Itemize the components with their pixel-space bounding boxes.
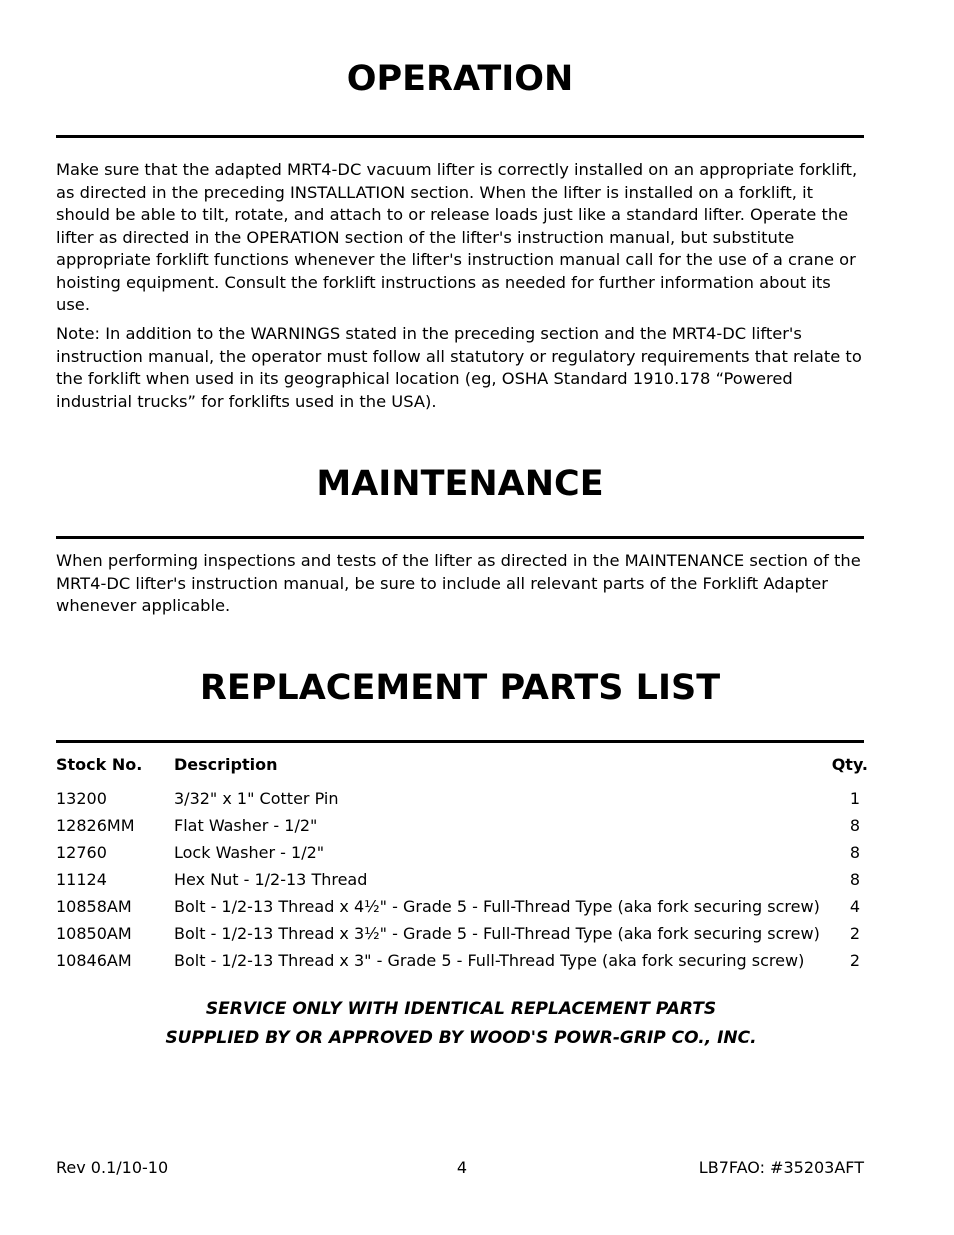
quantity-cell: 2 — [849, 951, 861, 970]
service-notice-line-2: SUPPLIED BY OR APPROVED BY WOOD'S POWR-GRIP CO., INC. — [165, 1028, 757, 1048]
parts-table-header — [56, 751, 876, 785]
table-row — [56, 947, 876, 974]
stock-number-cell: 11124 — [56, 870, 107, 889]
quantity-cell: 8 — [849, 816, 861, 835]
table-row — [56, 839, 876, 866]
description-cell: Lock Washer - 1/2" — [174, 843, 325, 862]
stock-number-cell: 13200 — [56, 789, 107, 808]
description-cell: Bolt - 1/2-13 Thread x 4½" - Grade 5 - Full-Thread Type (aka fork securing screw) — [174, 897, 820, 916]
operation-note: Note: In addition to the WARNINGS stated in the preceding section and the MRT4-DC lifter's instruction manual, the operator must follow all statutory or regulatory requirements that relate to the forklift when used in its geographical location (eg, OSHA Standard 1910.178 “Powered industrial trucks” for forklifts used in the USA). — [56, 324, 862, 411]
description-cell: Bolt - 1/2-13 Thread x 3" - Grade 5 - Full-Thread Type (aka fork securing screw) — [174, 951, 805, 970]
parts-list-divider — [56, 740, 864, 743]
operation-heading: OPERATION — [346, 59, 574, 99]
service-notice-line-1: SERVICE ONLY WITH IDENTICAL REPLACEMENT PARTS — [205, 999, 717, 1019]
description-cell: Hex Nut - 1/2-13 Thread — [174, 870, 368, 889]
stock-number-cell: 10846AM — [56, 951, 132, 970]
quantity-cell: 4 — [849, 897, 861, 916]
table-row — [56, 866, 876, 893]
description-cell: Flat Washer - 1/2" — [174, 816, 318, 835]
maintenance-divider — [56, 536, 864, 539]
table-row — [56, 812, 876, 839]
parts-table — [56, 751, 876, 974]
footer-document-id: LB7FAO: #35203AFT — [698, 1158, 864, 1177]
stock-number-cell: 12760 — [56, 843, 107, 862]
stock-number-column-header: Stock No. — [56, 755, 143, 774]
footer-page-number: 4 — [456, 1158, 468, 1177]
description-cell: Bolt - 1/2-13 Thread x 3½" - Grade 5 - Full-Thread Type (aka fork securing screw) — [174, 924, 820, 943]
maintenance-paragraph: When performing inspections and tests of the lifter as directed in the MAINTENANCE section of the MRT4-DC lifter's instruction manual, be sure to include all relevant parts of the Forklift Adapter whenever applicable. — [56, 551, 861, 615]
maintenance-heading: MAINTENANCE — [316, 464, 604, 504]
quantity-cell: 1 — [849, 789, 861, 808]
operation-divider — [56, 135, 864, 138]
quantity-column-header: Qty. — [831, 755, 868, 774]
operation-paragraph: Make sure that the adapted MRT4-DC vacuum lifter is correctly installed on an appropriate forklift, as directed in the preceding INSTALLATION section. When the lifter is installed on a forklift, it should be able to tilt, rotate, and attach to or release loads just like a standard lifter. Operate the lifter as directed in the OPERATION section of the lifter's instruction manual, but substitute appropriate forklift functions whenever the lifter's instruction manual call for the use of a crane or hoisting equipment. Consult the forklift instructions as needed for further information about its use. — [56, 160, 858, 314]
table-row — [56, 785, 876, 812]
quantity-cell: 8 — [849, 843, 861, 862]
parts-list-heading: REPLACEMENT PARTS LIST — [199, 668, 721, 708]
description-column-header: Description — [174, 755, 278, 774]
quantity-cell: 8 — [849, 870, 861, 889]
stock-number-cell: 12826MM — [56, 816, 135, 835]
footer-revision: Rev 0.1/10-10 — [56, 1158, 169, 1177]
table-row — [56, 920, 876, 947]
stock-number-cell: 10858AM — [56, 897, 132, 916]
stock-number-cell: 10850AM — [56, 924, 132, 943]
quantity-cell: 2 — [849, 924, 861, 943]
table-row — [56, 893, 876, 920]
description-cell: 3/32" x 1" Cotter Pin — [174, 789, 339, 808]
